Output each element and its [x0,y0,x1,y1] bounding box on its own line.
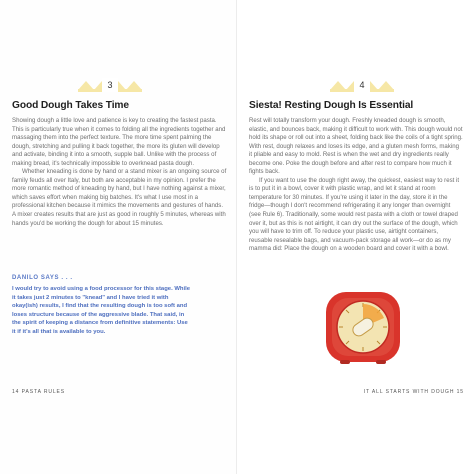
page-folio: IT ALL STARTS WITH DOUGH 15 [363,389,464,395]
step-badge-3 [78,76,142,94]
sidebar-text: I would try to avoid using a food processor for this stage. While it takes just 2 minutes to "knead" and I have tried it with okay(ish) results, I find that the resulting dough is too soft and loses structure because of the aggressive blade. That said, in the spirit of keeping a distance from definitive statements: Use it if it's all that is available to you. [12,286,191,335]
page-folio: 14 PASTA RULES [12,389,65,395]
danilo-says-sidebar [12,274,192,337]
paragraph: Rest will totally transform your dough. Freshly kneaded dough is smooth, elastic, and bounces back, making it difficult to work with. This dough would not hold its shape or roll out into a sheet, folding back like the coils of a tight spring. With rest, dough relaxes and loses its edge, and a gluten mesh forms, making it pliable and easy to mold. Rest is when the wet and dry ingredients really become one. Poke the dough before and after rest to compare how much it fights back. [249,117,463,176]
paragraph: Showing dough a little love and patience is key to creating the fastest pasta. This is particularly true when it comes to folding all the ingredients together and massaging them into the perfect texture. The more time spent palming the dough, stretching and pulling it back together, the more its gluten will develop and activate, binding it into a smooth, supple ball. Unlike with the process of making bread, it's technically impossible to overknead pasta dough. [12,117,226,167]
right-page [237,0,474,474]
step-badge-4 [330,76,394,94]
step-number: 3 [107,80,113,90]
body-text [249,117,463,254]
paragraph: Whether kneading is done by hand or a stand mixer is an ongoing source of family feuds all over Italy, but both are acceptable in my opinion. I prefer the more romantic method of kneading by hand, but I have nothing against a mixer, which saves effort when making big batches. It's what I use most in a professional kitchen because it mimics the movements and gestures of hands. A mixer creates results that are just as good in roughly 5 minutes, whereas with hands you'd be working the dough for about 15 minutes. [12,168,227,227]
paragraph: If you want to use the dough right away, the quickest, easiest way to rest it is to put it in a bowl, cover it with plastic wrap, and let it stand at room temperature for 30 minutes. If you're using it later in the day, store it in the fridge—though I don't recommend refrigerating it any longer than overnight (see Rule 6). Traditionally, some would rest pasta with a cloth or towel draped over it, but as this is not airtight, it can dry out the surface of the dough, which you will have to trim off. To reduce your plastic use, airtight containers, reusable resealable bags, and vacuum-pack storage all work—or do as my mamma did: Place the dough on a wooden board and cover it with a bowl. [249,176,460,253]
step-number: 4 [359,80,365,90]
body-text [12,117,228,228]
kitchen-timer-illustration [322,288,404,368]
sidebar-label: DANILO SAYS . . . [12,275,73,281]
section-heading: Good Dough Takes Time [12,100,129,111]
section-heading: Siesta! Resting Dough Is Essential [249,100,414,111]
